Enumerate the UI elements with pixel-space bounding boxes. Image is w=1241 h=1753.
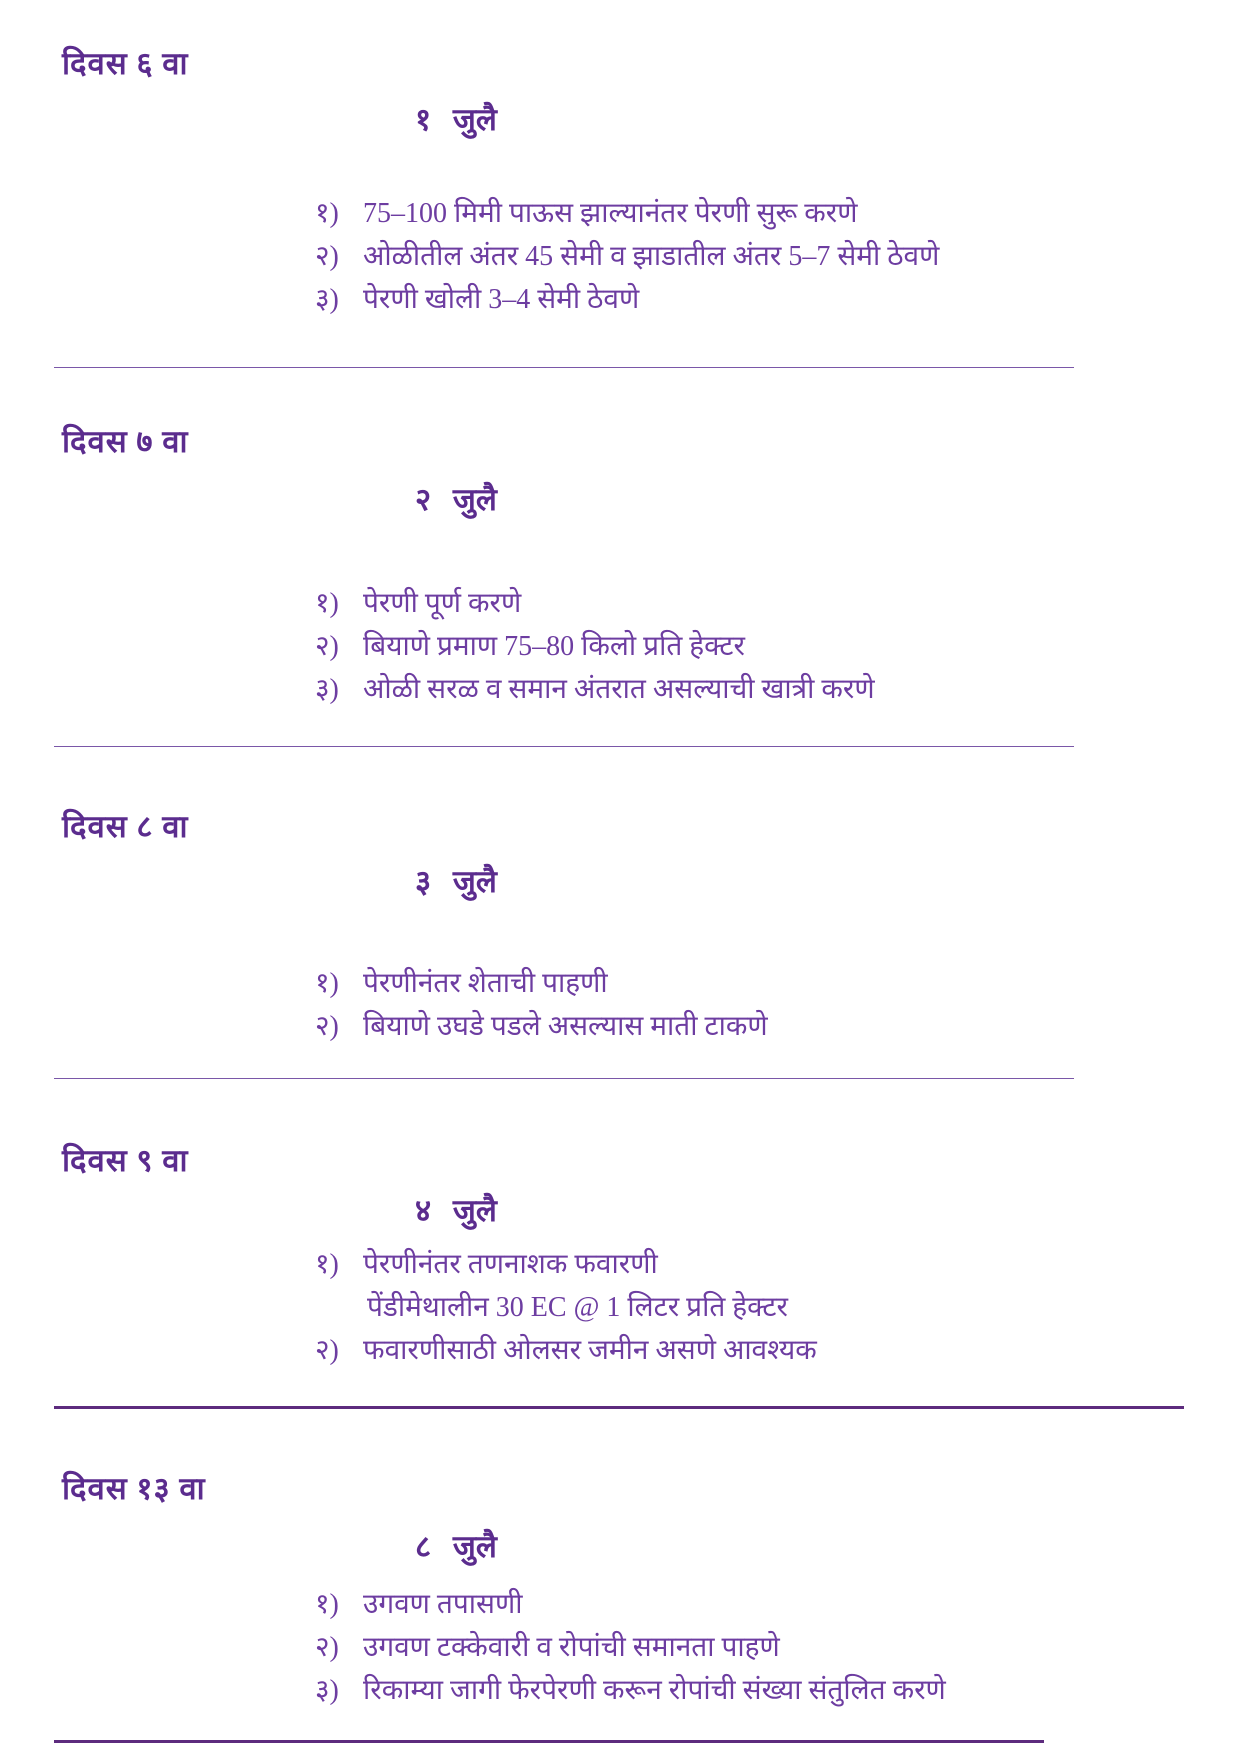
date-heading: २ जुलै (415, 482, 497, 517)
day-section (62, 1139, 1185, 1409)
list-item-number: ३) (315, 674, 339, 705)
day-label: दिवस ६ वा (62, 46, 189, 81)
list-item-text: पेरणीनंतर शेताची पाहणी (363, 968, 608, 999)
list-item-number: २) (315, 1632, 339, 1663)
section-divider (54, 367, 1074, 368)
list-item-number: ३) (315, 284, 339, 315)
list-item-number: १) (315, 588, 339, 619)
list-item-number: ३) (315, 1675, 339, 1706)
list-item-text: पेरणी खोली 3–4 सेमी ठेवणे (363, 284, 640, 315)
day-label: दिवस ७ वा (62, 424, 189, 459)
list-item (315, 1669, 1185, 1712)
list-item-number: २) (315, 1011, 339, 1042)
item-list (62, 582, 1185, 711)
list-item-number: २) (315, 241, 339, 272)
day-section (62, 1467, 1185, 1743)
list-item-subtext: पेंडीमेथालीन 30 EC @ 1 लिटर प्रति हेक्टर (367, 1292, 789, 1323)
list-item-text: पेरणी पूर्ण करणे (363, 588, 522, 619)
day-section (62, 42, 1185, 368)
date-heading: ३ जुलै (415, 864, 497, 899)
item-list (62, 192, 1185, 321)
list-item-text: ओळीतील अंतर 45 सेमी व झाडातील अंतर 5–7 सेमी ठेवणे (363, 241, 940, 272)
item-list (62, 962, 1185, 1048)
list-item (315, 235, 1185, 278)
list-item-text: बियाणे प्रमाण 75–80 किलो प्रति हेक्टर (363, 631, 745, 662)
list-item-number: १) (315, 1589, 339, 1620)
date-heading: १ जुलै (415, 102, 497, 137)
day-label: दिवस ८ वा (62, 809, 189, 844)
list-item (315, 668, 1185, 711)
list-item (315, 625, 1185, 668)
date-heading: ४ जुलै (415, 1193, 497, 1228)
list-item (315, 582, 1185, 625)
day-label: दिवस ९ वा (62, 1143, 189, 1178)
section-divider (54, 1078, 1074, 1079)
list-item-text: फवारणीसाठी ओलसर जमीन असणे आवश्यक (363, 1335, 817, 1366)
item-list (62, 1243, 1185, 1372)
day-section (62, 805, 1185, 1079)
item-list (62, 1583, 1185, 1712)
list-item-text: उगवण टक्केवारी व रोपांची समानता पाहणे (363, 1632, 780, 1663)
day-section (62, 420, 1185, 747)
list-item (315, 1243, 1185, 1286)
list-item (315, 962, 1185, 1005)
date-heading: ८ जुलै (415, 1529, 497, 1564)
list-item-number: २) (315, 1335, 339, 1366)
list-item-number: १) (315, 198, 339, 229)
list-item (315, 1583, 1185, 1626)
list-item (315, 1626, 1185, 1669)
section-divider (54, 746, 1074, 747)
list-item (315, 192, 1185, 235)
list-item-text: रिकाम्या जागी फेरपेरणी करून रोपांची संख्या संतुलित करणे (363, 1675, 946, 1706)
section-divider (54, 1740, 1044, 1743)
day-label: दिवस १३ वा (62, 1471, 206, 1506)
list-item-text: उगवण तपासणी (363, 1589, 523, 1620)
list-item-text: बियाणे उघडे पडले असल्यास माती टाकणे (363, 1011, 768, 1042)
list-item-text: 75–100 मिमी पाऊस झाल्यानंतर पेरणी सुरू करणे (363, 198, 858, 229)
list-item-text: पेरणीनंतर तणनाशक फवारणी (363, 1249, 658, 1280)
list-item (315, 1329, 1185, 1372)
list-item-number: १) (315, 1249, 339, 1280)
list-item-number: १) (315, 968, 339, 999)
list-item (315, 1005, 1185, 1048)
list-item-text: ओळी सरळ व समान अंतरात असल्याची खात्री करणे (363, 674, 875, 705)
section-divider (54, 1406, 1184, 1409)
list-item (315, 278, 1185, 321)
list-item-number: २) (315, 631, 339, 662)
